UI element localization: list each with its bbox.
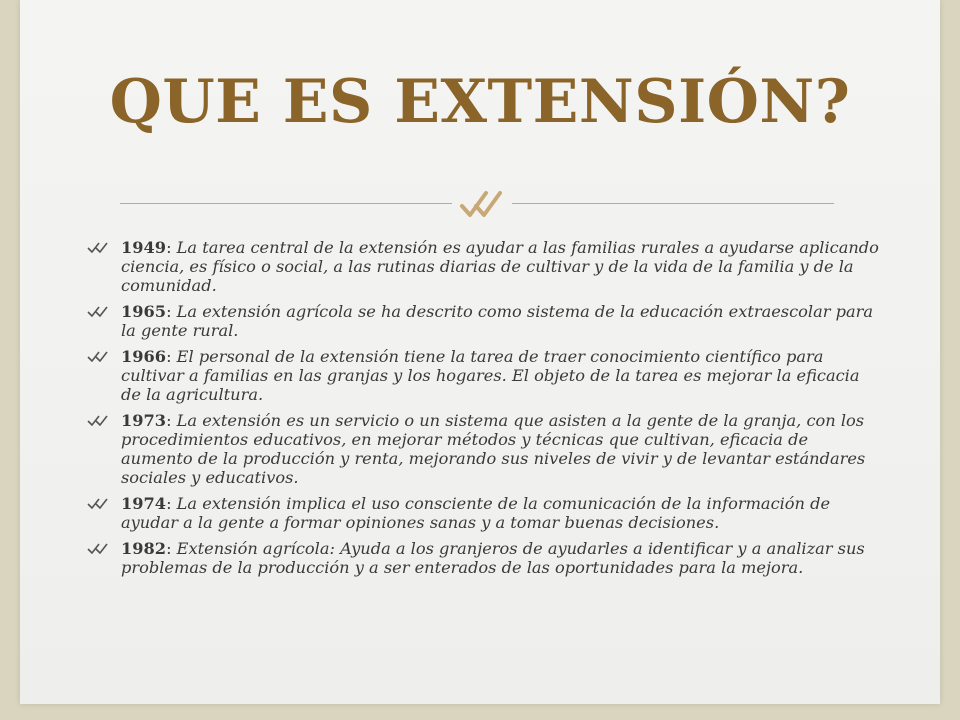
item-year: 1982 [121,539,167,558]
item-separator: : [166,302,172,321]
item-text: La extensión es un servicio o un sistema que asisten a la gente de la granja, con los procedimientos educativos, en mejorar métodos y técnicas que cultivan, eficacia de aumento de la producción y renta, mejorando sus niveles de vivir y de levantar estándares sociales y educativos. [121,411,866,487]
double-check-ornament-icon [452,184,512,224]
double-check-bullet-icon [86,413,112,427]
list-item [84,494,884,532]
item-year: 1949 [121,238,167,257]
divider-line-right [512,203,834,204]
item-separator: : [166,494,172,513]
item-year: 1974 [121,494,167,513]
double-check-bullet-icon [86,541,112,555]
item-year: 1965 [121,302,167,321]
item-text: La extensión agrícola se ha descrito como sistema de la educación extraescolar para la gente rural. [121,302,874,340]
item-separator: : [166,539,172,558]
item-text: La tarea central de la extensión es ayudar a las familias rurales a ayudarse aplicando ciencia, es físico o social, a las rutinas diarias de cultivar y de la vida de la familia y de la comunidad. [121,238,879,295]
double-check-bullet-icon [86,240,112,254]
item-separator: : [166,238,172,257]
item-text: Extensión agrícola: Ayuda a los granjeros de ayudarles a identificar y a analizar sus problemas de la producción y a ser enterados de las oportunidades para la mejora. [121,539,865,577]
list-item [84,302,884,340]
list-item [84,411,884,487]
item-text: La extensión implica el uso consciente de la comunicación de la información de ayudar a la gente a formar opiniones sanas y a tomar buenas decisiones. [121,494,831,532]
item-separator: : [166,347,172,366]
list-item [84,347,884,404]
divider-line-left [120,203,452,204]
double-check-bullet-icon [86,496,112,510]
item-year: 1973 [121,411,167,430]
slide-title: QUE ES EXTENSIÓN? [109,67,851,137]
item-text: El personal de la extensión tiene la tarea de traer conocimiento científico para cultivar a familias en las granjas y los hogares. El objeto de la tarea es mejorar la eficacia de la agricultura. [121,347,860,404]
double-check-bullet-icon [86,304,112,318]
list-item [84,539,884,577]
double-check-bullet-icon [86,349,112,363]
definition-list [84,238,884,584]
item-year: 1966 [121,347,167,366]
item-separator: : [166,411,172,430]
list-item [84,238,884,295]
